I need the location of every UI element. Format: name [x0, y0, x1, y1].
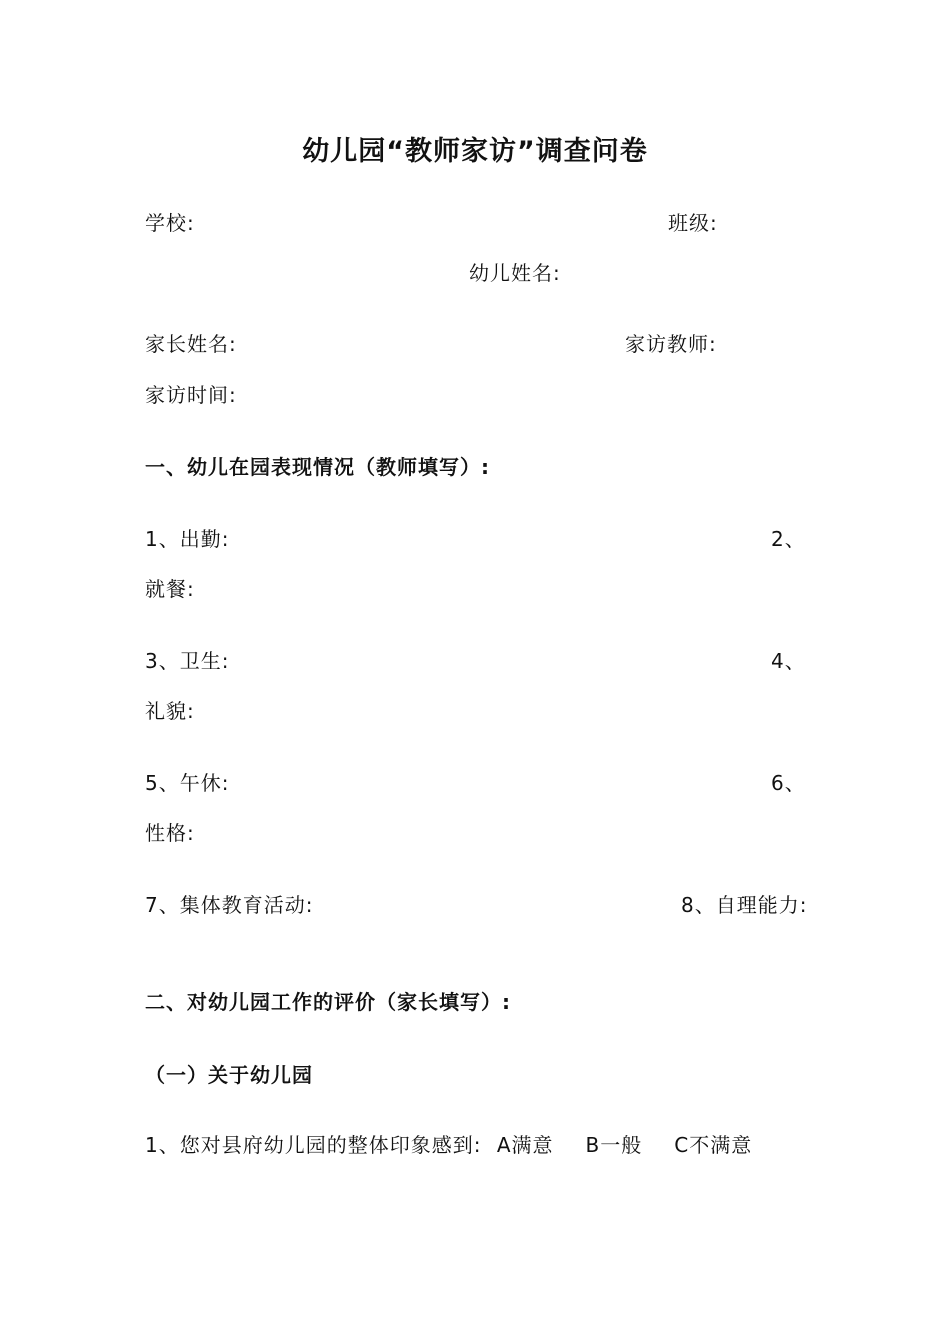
item-2-number: 2、 [771, 527, 806, 551]
option-a[interactable]: A满意 [496, 1133, 554, 1157]
visiting-teacher-label: 家访教师: [625, 332, 717, 356]
item-group-activity: 7、集体教育活动: [145, 893, 314, 917]
option-c[interactable]: C不满意 [674, 1133, 753, 1157]
subsection1-heading: （一）关于幼儿园 [145, 1063, 313, 1087]
item-dining: 就餐: [145, 577, 195, 601]
child-name-label: 幼儿姓名: [469, 261, 561, 285]
item-nap: 5、午休: [145, 771, 230, 795]
item-self-care: 8、自理能力: [681, 893, 808, 917]
item-6-number: 6、 [771, 771, 806, 795]
item-hygiene: 3、卫生: [145, 649, 230, 673]
section2-heading: 二、对幼儿园工作的评价（家长填写）: [145, 990, 511, 1014]
question-1 [145, 1135, 752, 1155]
section1-heading: 一、幼儿在园表现情况（教师填写）: [145, 455, 490, 479]
question-1-text: 1、您对县府幼儿园的整体印象感到: [145, 1133, 482, 1157]
school-label: 学校: [145, 211, 195, 235]
class-label: 班级: [668, 211, 718, 235]
item-manners: 礼貌: [145, 699, 195, 723]
document-title: 幼儿园“教师家访”调查问卷 [302, 136, 648, 167]
option-b[interactable]: B一般 [585, 1133, 643, 1157]
visit-time-label: 家访时间: [145, 383, 237, 407]
item-personality: 性格: [145, 821, 195, 845]
parent-name-label: 家长姓名: [145, 332, 237, 356]
item-4-number: 4、 [771, 649, 806, 673]
item-attendance: 1、出勤: [145, 527, 230, 551]
